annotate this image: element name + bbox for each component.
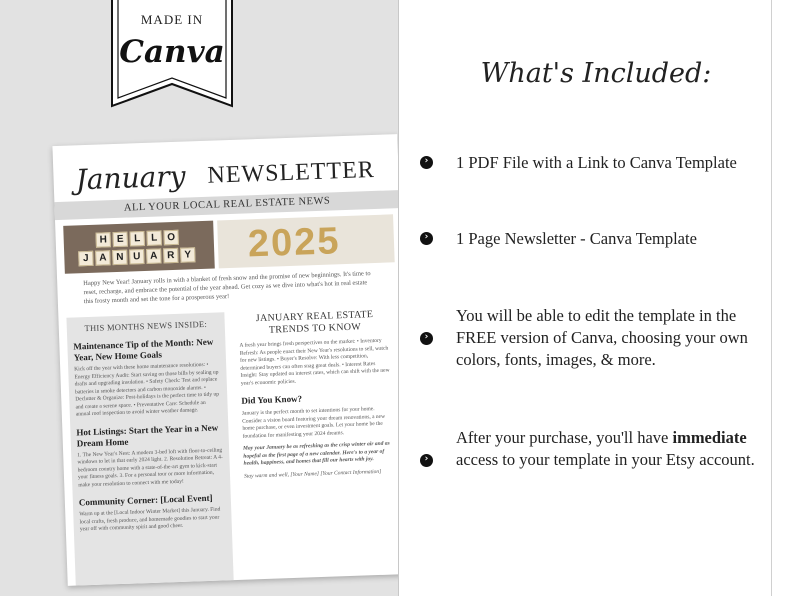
newsletter-intro: Happy New Year! January rolls in with a blanket of fresh snow and the promise of new beginnings. It's time to reset, recharge, and embrace the potential of the year ahead. Get cozy as we dive into what's hot in real estate this frosty month and set the tone for a prosperous year!: [83, 270, 371, 306]
made-in-canva-badge: [110, 0, 234, 110]
letter-tile: A: [146, 248, 162, 264]
hello-january-image: [63, 221, 215, 274]
letter-tile: H: [95, 232, 111, 248]
chevron-bullet-icon: ›: [420, 232, 433, 245]
know-heading: Did You Know?: [241, 393, 303, 406]
year-text: 2025: [247, 220, 342, 266]
access-text-bold: immediate: [672, 428, 747, 447]
panel-divider: [398, 0, 399, 596]
letter-tile: A: [95, 250, 111, 266]
newsletter-left-column: [66, 312, 233, 585]
year-2025-image: [217, 214, 395, 268]
feature-text: [456, 427, 766, 471]
trends-text: A fresh year brings fresh perspectives on the market: • Inventory Refresh: As people enact their New Year's resolutions to sell, watch for new listings. • Buyer's Resolve: With less competition, determined buyers can often snag great deals. • Interest Rates Insight: Stay updated on interest rates, which can shift with the new year's economic policies.: [239, 337, 390, 387]
features-panel: [398, 0, 794, 596]
access-text-post: access to your template in your Etsy account.: [456, 450, 755, 469]
tip-text: Kick off the year with these home maintenance resolutions: • Energy Efficiency Audit: Start saving on those bills by sealing up drafts and upgrading insulation. • Safety Check: Test and replace batteries in smoke detectors and carbon monoxide alarms. • Declutter & Organize: Post-holidays is the perfect time to tidy up and create a serene space. • Preventative Care: Schedule an annual roof inspection to avoid winter weather damage.: [74, 361, 220, 418]
letter-tile: R: [163, 248, 179, 264]
listing-heading: Hot Listings: Start the Year in a New Dream Home: [76, 422, 219, 448]
newsletter-word: NEWSLETTER: [207, 156, 376, 189]
badge-canva-logo: Canva: [119, 34, 225, 70]
chevron-bullet-icon: ›: [420, 454, 433, 467]
left-column-header: THIS MONTHS NEWS INSIDE:: [84, 318, 208, 334]
letter-tile: N: [112, 250, 128, 266]
whats-included-heading: What's Included:: [480, 58, 712, 89]
letter-tile: J: [78, 251, 94, 267]
letter-tile: L: [146, 230, 162, 246]
newsletter-banner: ALL YOUR LOCAL REAL ESTATE NEWS: [54, 190, 398, 220]
access-text-pre: After your purchase, you'll have: [456, 428, 669, 447]
chevron-bullet-icon: ›: [420, 332, 433, 345]
signoff-text: Stay warm and well, [Your Name] [Your Contact Information]: [243, 468, 382, 480]
community-heading: Community Corner: [Local Event]: [78, 492, 213, 508]
feature-text: 1 PDF File with a Link to Canva Template: [456, 153, 737, 172]
letter-tile: U: [129, 249, 145, 265]
feature-text: You will be able to edit the template in the FREE version of Canva, choosing your own colors, fonts, images, & more.: [456, 306, 748, 369]
tip-heading: Maintenance Tip of the Month: New Year, New Home Goals: [73, 336, 214, 363]
feature-text: 1 Page Newsletter - Canva Template: [456, 229, 697, 248]
newsletter-right-column: [234, 306, 398, 579]
know-text: January is the perfect month to set intentions for your home. Consider a vision board featuring your dream renovations, a new home purchase, or even investment goals. Let your home be the foundation for manifesting your 2024 dreams.: [241, 406, 386, 440]
letter-tile: O: [163, 230, 179, 246]
letter-tile: Y: [180, 247, 196, 263]
community-text: Warm up at the [Local Indoor Winter Market] this January. Find local crafts, fresh produce, and homemade goodies to start your year off with community spirit and good cheer.: [79, 506, 221, 533]
panel-edge-line: [771, 0, 772, 596]
chevron-bullet-icon: ›: [420, 156, 433, 169]
newsletter-preview: [52, 134, 398, 586]
trends-header: JANUARY REAL ESTATE TRENDS TO KNOW: [255, 309, 374, 336]
letter-tile: E: [112, 232, 128, 248]
newsletter-month: January: [75, 159, 187, 197]
letter-tile: L: [129, 231, 145, 247]
closing-text: May your January be as refreshing as the crisp winter air and as hopeful as the first page of a new calendar. Here's to a year of health, happiness, and homes that fill our hearts with joy.: [242, 440, 390, 467]
badge-made-in: MADE IN: [140, 12, 204, 27]
listing-text: 1. The New Year's Nest: A modern 3-bed loft with floor-to-ceiling windows to let in that early 2024 light. 2. Resolution Retreat: A 4-bedroom country home with a state-of-the-art gym to kick-start your fitness goals. 3. For a personal tour or more information, make your resolution to connect with me today!: [77, 446, 223, 488]
